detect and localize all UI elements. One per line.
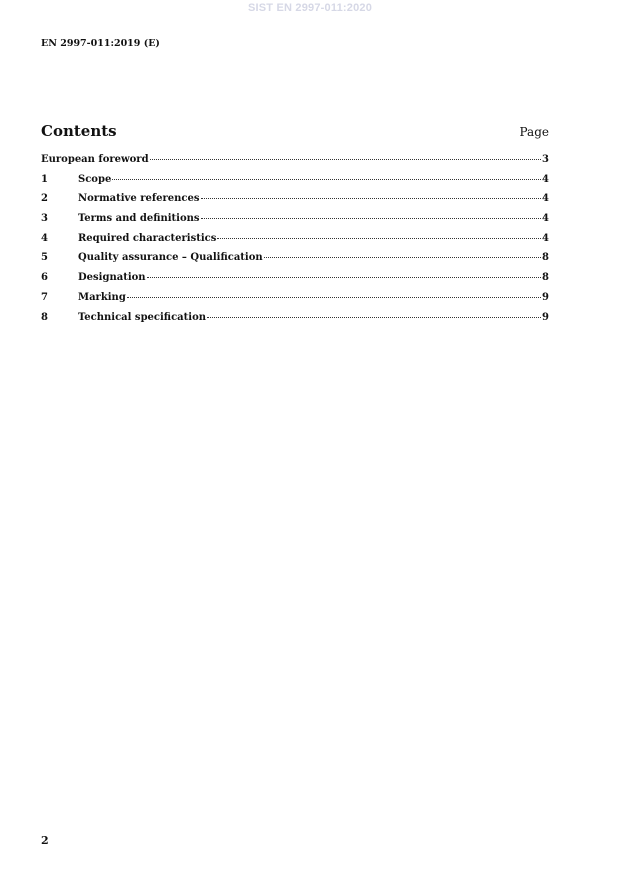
page-number: 2 <box>41 834 49 847</box>
toc-entry-scope[interactable] <box>41 174 549 194</box>
toc-entry-title: Normative references <box>78 193 200 205</box>
toc-entry-page: 9 <box>542 291 549 303</box>
table-of-contents <box>41 154 549 331</box>
toc-entry-marking[interactable] <box>41 292 549 312</box>
toc-entry-technical-specification[interactable] <box>41 312 549 332</box>
toc-entry-page: 4 <box>542 173 549 185</box>
toc-entry-title: Scope <box>78 173 112 185</box>
page-column-label: Page <box>519 125 549 139</box>
toc-entry-required-characteristics[interactable] <box>41 233 549 253</box>
contents-heading <box>41 122 549 140</box>
toc-entry-terms-definitions[interactable] <box>41 213 549 233</box>
toc-entry-title: Designation <box>78 272 146 284</box>
toc-entry-page: 9 <box>542 311 549 323</box>
toc-entry-title: Quality assurance – Qualification <box>78 252 263 264</box>
toc-entry-title: European foreword <box>41 154 149 165</box>
dot-leader <box>201 218 542 219</box>
dot-leader <box>201 198 542 199</box>
toc-entry-page: 8 <box>542 272 549 284</box>
toc-entry-number: 3 <box>41 213 48 225</box>
document-id: EN 2997-011:2019 (E) <box>41 38 160 49</box>
dot-leader <box>150 159 541 160</box>
toc-entry-page: 3 <box>542 154 549 165</box>
toc-entry-title: Terms and definitions <box>78 213 200 225</box>
toc-entry-page: 8 <box>542 252 549 264</box>
toc-entry-page: 4 <box>542 232 549 244</box>
watermark: SIST EN 2997-011:2020 <box>247 2 373 14</box>
toc-entry-number: 5 <box>41 252 48 264</box>
contents-title: Contents <box>41 122 117 140</box>
toc-entry-designation[interactable] <box>41 272 549 292</box>
dot-leader <box>147 277 541 278</box>
dot-leader <box>207 317 541 318</box>
toc-entry-page: 4 <box>542 213 549 225</box>
toc-entry-title: Technical specification <box>78 311 207 323</box>
toc-entry-number: 7 <box>41 291 48 303</box>
toc-entry-number: 6 <box>41 272 48 284</box>
dot-leader <box>127 297 541 298</box>
toc-entry-foreword[interactable] <box>41 154 549 174</box>
toc-entry-number: 8 <box>41 311 48 323</box>
dot-leader <box>112 179 541 180</box>
toc-entry-title: Marking <box>78 291 126 303</box>
dot-leader <box>217 238 541 239</box>
toc-entry-number: 4 <box>41 232 48 244</box>
toc-entry-number: 1 <box>41 173 48 185</box>
toc-entry-page: 4 <box>542 193 549 205</box>
toc-entry-quality-assurance[interactable] <box>41 252 549 272</box>
toc-entry-number: 2 <box>41 193 48 205</box>
dot-leader <box>264 257 541 258</box>
toc-entry-title: Required characteristics <box>78 232 217 244</box>
toc-entry-normative-references[interactable] <box>41 193 549 213</box>
